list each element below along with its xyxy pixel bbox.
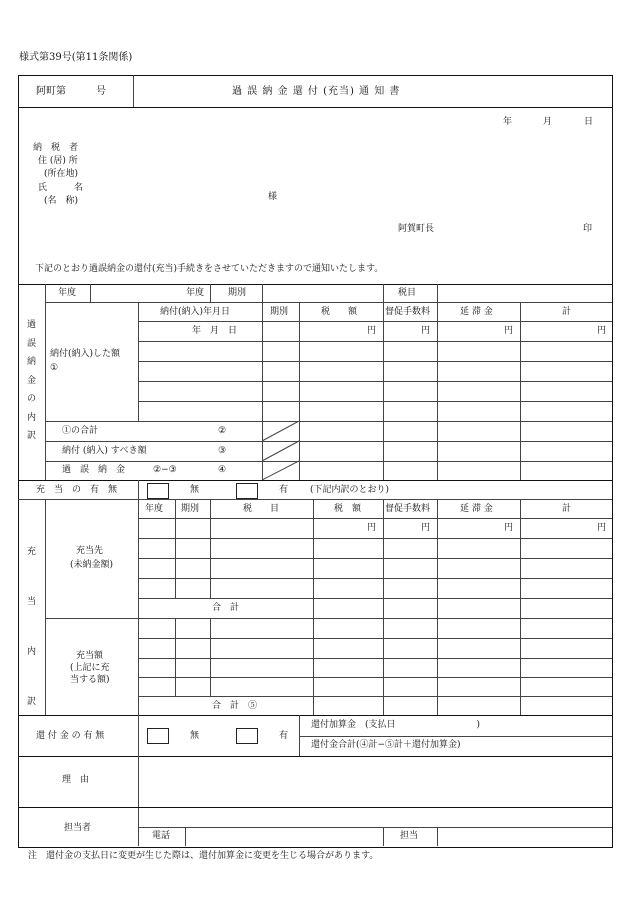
diagonal-strikes (262, 421, 299, 480)
honorific-sama: 様 (268, 192, 278, 202)
sum-label: ①の合計 (62, 426, 99, 436)
alloc-col-period: 期別 (181, 504, 200, 514)
document-title: 過 誤 納 金 還 付 (充当) 通 知 書 (232, 86, 401, 97)
alloc-amount-label: 充当額 (76, 651, 104, 661)
paid-amount-circle: ① (50, 363, 59, 373)
mayor-label: 阿賀町長 (398, 224, 435, 234)
alloc-yen-fee: 円 (421, 523, 431, 533)
yen-unit-total: 円 (597, 326, 607, 336)
yen-unit-fee: 円 (421, 326, 431, 336)
circle-4: ④ (218, 465, 227, 475)
paid-amount-label: 納付(納入)した額 (50, 349, 121, 359)
alloc-yen-tax: 円 (367, 523, 377, 533)
alloc-col-late: 延 滞 金 (460, 504, 493, 514)
alloc-yen-late: 円 (504, 523, 514, 533)
alloc-subtotal: 合 計 (212, 603, 240, 613)
alloc-dest-label: 充当先 (76, 546, 104, 556)
col-total: 計 (562, 307, 572, 317)
overpayment-side-label: 過 誤 納 金 の 内 訳 (27, 320, 37, 441)
form-id: 様式第39号(第11条関係) (19, 52, 133, 63)
col-tax-amount: 税 額 (321, 307, 358, 317)
notice-text: 下記のとおり過誤納金の還付(充当)手続きをさせていただきますので通知いたします。 (35, 264, 384, 274)
name-label: 氏 名 (38, 183, 84, 193)
alloc-amount-sub1: (上記に充 (70, 663, 110, 673)
overpay-item-label: 税目 (398, 288, 417, 298)
refund-addition-label: 還付加算金 (支払日 ) (311, 720, 481, 730)
date-month: 月 (543, 117, 553, 127)
allocation-flag-label: 充 当 の 有 無 (36, 485, 118, 495)
date-year: 年 (503, 117, 513, 127)
refund-flag-label: 還 付 金 の 有 無 (36, 731, 105, 741)
refund-none-label: 無 (190, 731, 200, 741)
name-sub-label: (名 称) (44, 196, 79, 206)
alloc-subtotal-5: 合 計 ⑤ (212, 701, 258, 711)
ymd-label: 年 月 日 (192, 326, 238, 336)
address-label: 住 (居) 所 (38, 156, 78, 166)
allocation-note: (下記内訳のとおり) (310, 485, 390, 495)
col-period: 期別 (270, 307, 289, 317)
alloc-col-total: 計 (562, 504, 572, 514)
footnote: 注 還付金の支払日に変更が生じた際は、還付加算金に変更を生じる場合があります。 (28, 851, 379, 861)
header-divider (18, 107, 612, 108)
alloc-col-year: 年度 (145, 504, 164, 514)
date-day: 日 (584, 117, 594, 127)
refund-yes-label: 有 (279, 731, 289, 741)
address-sub-label: (所在地) (44, 169, 79, 179)
overpay-year-label-2: 年度 (186, 288, 205, 298)
allocation-yes-label: 有 (279, 485, 289, 495)
phone-label: 電話 (152, 831, 171, 841)
yen-unit-tax: 円 (367, 326, 377, 336)
col-reminder-fee: 督促手数料 (385, 307, 431, 317)
circle-2: ② (218, 426, 227, 436)
due-amount-label: 納付 (納入) すべき額 (62, 446, 147, 456)
allocation-none-label: 無 (190, 485, 200, 495)
seal-mark: 印 (583, 224, 593, 234)
alloc-col-item: 税 目 (243, 504, 280, 514)
formula-label: ②−③ (153, 465, 177, 475)
allocation-none-checkbox[interactable] (147, 483, 169, 499)
circle-3: ③ (218, 446, 227, 456)
office-number: 阿町第 号 (36, 86, 106, 97)
alloc-col-fee: 督促手数料 (385, 504, 431, 514)
overpaid-label: 過 誤 納 金 (62, 465, 126, 475)
alloc-yen-total: 円 (597, 523, 607, 533)
col-late-fee: 延 滞 金 (460, 307, 493, 317)
refund-none-checkbox[interactable] (147, 728, 169, 744)
allocation-yes-checkbox[interactable] (236, 483, 258, 499)
reason-label: 理 由 (62, 775, 90, 785)
overpay-year-label: 年度 (58, 288, 77, 298)
col-paid-date: 納付(納入)年月日 (160, 307, 231, 317)
alloc-amount-sub2: 当する額) (70, 675, 110, 685)
taxpayer-label: 納 税 者 (33, 143, 79, 153)
refund-yes-checkbox[interactable] (236, 728, 258, 744)
contact-label: 担当者 (64, 823, 92, 833)
alloc-col-tax: 税 額 (334, 504, 362, 514)
allocation-side-label: 充 当 内 訳 (27, 547, 37, 707)
alloc-dest-sub: (未納金額) (70, 560, 114, 570)
overpay-period-label: 期別 (228, 288, 247, 298)
staff-label: 担当 (400, 831, 419, 841)
refund-total-label: 還付金合計(④計−⑤計＋還付加算金) (311, 740, 461, 750)
yen-unit-late: 円 (504, 326, 514, 336)
